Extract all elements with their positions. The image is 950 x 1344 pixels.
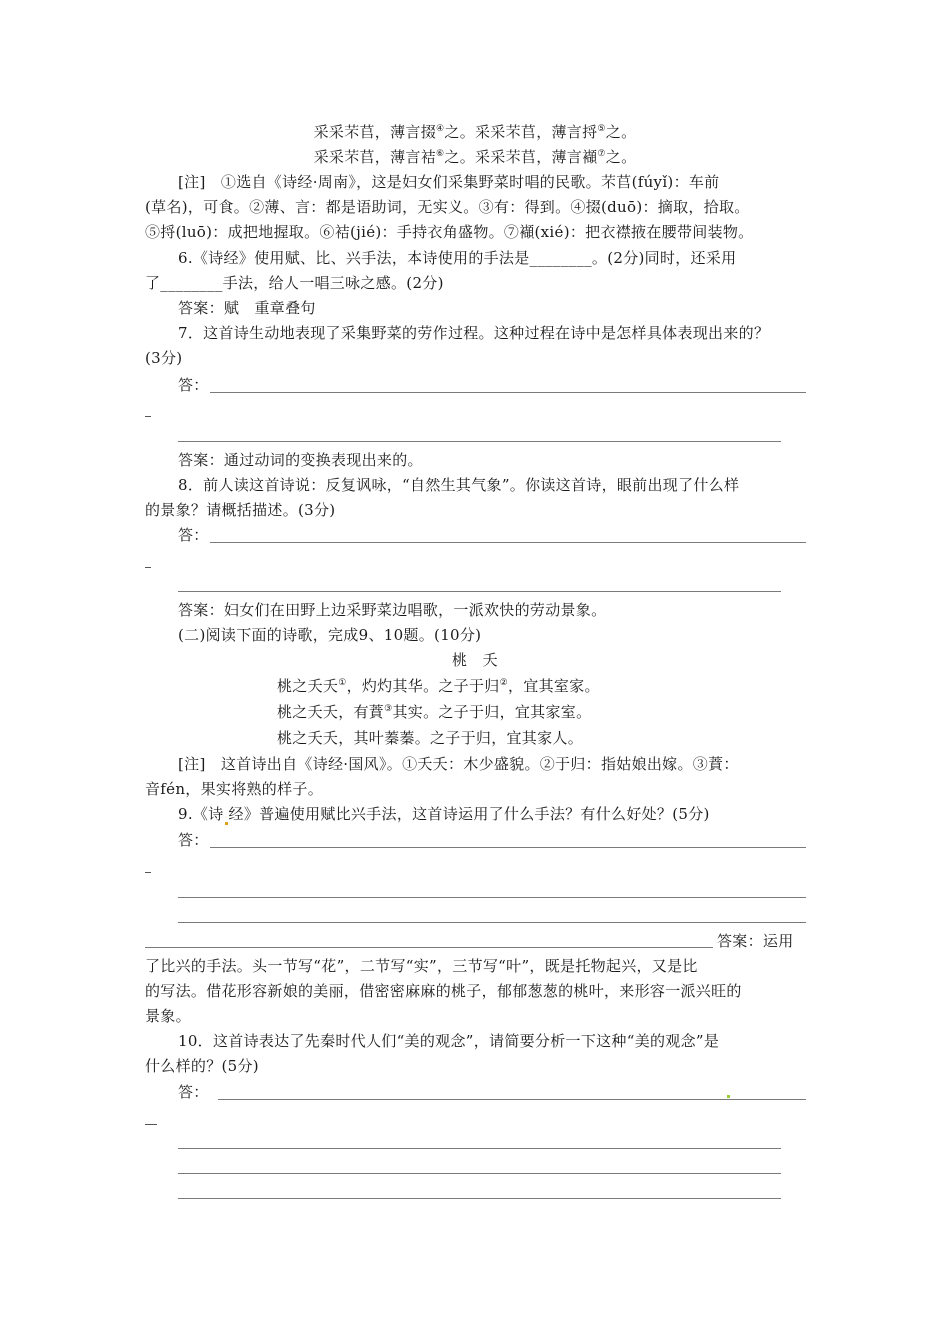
q8-answer-prompt: 答：	[178, 526, 209, 544]
q8-answer-line[interactable]	[178, 591, 781, 592]
q9-answer-line4: 景象。	[145, 1007, 191, 1025]
poem2-title: 桃 夭	[452, 651, 498, 669]
dash-mark	[145, 416, 151, 417]
q7-question-line2: (3分)	[145, 349, 183, 367]
q9-answer-line[interactable]	[145, 947, 713, 948]
note1-line2: (草名)，可食。②薄、言：都是语助词，无实义。③有：得到。④掇(duō)：摘取，拾取。	[145, 198, 750, 216]
q8-answer-line[interactable]	[210, 542, 806, 543]
q10-answer-line[interactable]	[178, 1148, 781, 1149]
poem1-line1: 采采芣苢，薄言掇④之。采采芣苢，薄言捋⑤之。	[313, 123, 637, 141]
q9-answer-line3: 的写法。借花形容新娘的美丽，借密密麻麻的桃子，郁郁葱葱的桃叶，来形容一派兴旺的	[145, 982, 742, 1000]
stray-dot	[225, 822, 228, 825]
dash-mark	[145, 567, 151, 568]
q6-answer: 答案：赋 重章叠句	[178, 299, 316, 317]
q9-question: 9.《诗 经》普遍使用赋比兴手法，这首诗运用了什么手法？有什么好处？(5分)	[178, 805, 710, 823]
q7-answer-prompt: 答：	[178, 376, 209, 394]
dash-mark	[145, 1124, 157, 1125]
q9-answer-line2: 了比兴的手法。头一节写“花”，二节写“实”，三节写“叶”，既是托物起兴，又是比	[145, 957, 698, 975]
q10-question-line1: 10．这首诗表达了先秦时代人们“美的观念”，请简要分析一下这种“美的观念”是	[178, 1032, 720, 1050]
q10-answer-line[interactable]	[178, 1198, 781, 1199]
q7-answer-line[interactable]	[210, 392, 806, 393]
poem1-line2: 采采芣苢，薄言袺⑥之。采采芣苢，薄言襭⑦之。	[313, 148, 637, 166]
q9-answer-head: 答案：运用	[717, 932, 794, 950]
q6-question-line2: 了________手法，给人一唱三咏之感。(2分)	[145, 274, 444, 292]
stray-dot	[727, 1095, 730, 1098]
q9-answer-line[interactable]	[178, 897, 806, 898]
note2-line2: 音fén，果实将熟的样子。	[145, 780, 323, 798]
dash-mark	[145, 872, 151, 873]
q10-answer-line[interactable]	[178, 1173, 781, 1174]
note1-line1: [注] ①选自《诗经·周南》，这是妇女们采集野菜时唱的民歌。芣苢(fúyǐ)：车前	[178, 173, 720, 191]
q9-answer-line[interactable]	[178, 922, 806, 923]
q6-question-line1: 6.《诗经》使用赋、比、兴手法，本诗使用的手法是________。(2分)同时，还采用	[178, 249, 737, 267]
q10-answer-line[interactable]	[218, 1099, 806, 1100]
q7-question-line1: 7．这首诗生动地表现了采集野菜的劳作过程。这种过程在诗中是怎样具体表现出来的？	[178, 324, 770, 342]
section2-heading: (二)阅读下面的诗歌，完成9、10题。(10分)	[178, 626, 482, 644]
q7-answer-line[interactable]	[178, 441, 781, 442]
note1-line3: ⑤捋(luō)：成把地握取。⑥袺(jié)：手持衣角盛物。⑦襭(xié)：把衣襟掖在腰带间装物。	[145, 223, 754, 241]
q9-answer-line[interactable]	[210, 847, 806, 848]
q9-answer-prompt: 答：	[178, 831, 209, 849]
poem2-line2: 桃之夭夭，有蕡③其实。之子于归，宜其家室。	[277, 703, 592, 721]
q7-answer: 答案：通过动词的变换表现出来的。	[178, 451, 423, 469]
q8-question-line1: 8．前人读这首诗说：反复讽咏，“自然生其气象”。你读这首诗，眼前出现了什么样	[178, 476, 740, 494]
q10-question-line2: 什么样的？(5分)	[145, 1057, 259, 1075]
q8-question-line2: 的景象？请概括描述。(3分)	[145, 501, 336, 519]
poem2-line3: 桃之夭夭，其叶蓁蓁。之子于归，宜其家人。	[277, 729, 584, 747]
poem2-line1: 桃之夭夭①，灼灼其华。之子于归②，宜其室家。	[277, 677, 600, 695]
q8-answer: 答案：妇女们在田野上边采野菜边唱歌，一派欢快的劳动景象。	[178, 601, 607, 619]
note2-line1: [注] 这首诗出自《诗经·国风》。①夭夭：木少盛貌。②于归：指姑娘出嫁。③蕡：	[178, 755, 739, 773]
q10-answer-prompt: 答：	[178, 1083, 209, 1101]
